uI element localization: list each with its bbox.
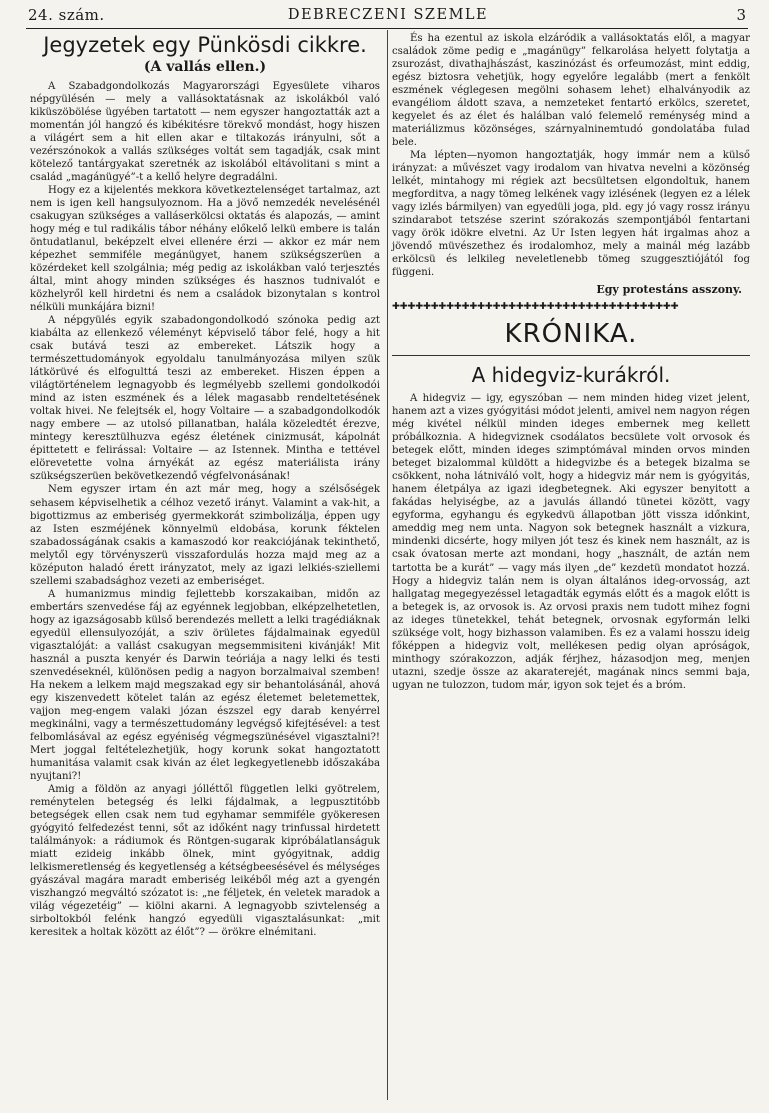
- article-paragraph: A humanizmus mindig fejlettebb korszakaiban, midőn az embertárs szenvedése fáj az egyénnek legjobban, elképzelhetetlen, hogy az igazságosabb külső berendezés mellett a lelki tragédiáknak egyedül ellensulyozóját, a sziv örületes fájdalmainak egyedül vigasztalóját: a vallást csakugyan megsemmisiteni kivánják! Mit használ a puszta kenyér és Darwin teóriája a nagy lelki és testi szenvedéseknél, különösen pedig a nagyon borzalmaival szemben! Ha nekem a lelkem majd megszakad egy sir behantolásánál, ahová egy kiszenvedett kötelet talán az egész életemet beletemettek, vajjon meg-engem valaki józan észszel egy darab kenyérrel megkinálni, vagy a természettudomány legvégső kifejtésével: a test felbomlásával az egész egyéniség végmegszünésével vigasztalni?! Mert joggal feltételezhetjük, hogy korunk sokat hangoztatott humanitása valamit csak kiván az élet legkegyetlenebb időszakába nyujtani?!: [30, 588, 380, 782]
- article-paragraph: Ma lépten—nyomon hangoztatják, hogy immár nem a külső irányzat: a művészet vagy irodalom van hivatva nevelni a közönség lelkét, mintahogy mi régiek azt becsültetsen elgondoltuk, hanem megforditva, a nagy tömeg lelkének vagy izlésének (legyen ez a lélek vagy izlés bármilyen) van egyedüli joga, pld. egy jó vagy rossz irányu szindarabot tetszése szerint szórakozás szempontjából fentartani vagy örök idökre elvetni. Az Ur Isten legyen hát irgalmas ahoz a jövendő müvészethez és irodalomhoz, mely a mainál még lazább erkölcsü és lelkileg neveletlenebb tömeg szuggesztiójától fog függeni.: [392, 150, 750, 279]
- article-paragraph: És ha ezentul az iskola elzáródik a vallásoktatás elől, a magyar családok zöme pedig e „magánügy” felkarolása helyett folytatja a zsurozást, divathajhászást, kaszinózást és orfeumozást, mint eddig, egész biztosra vehetjük, hogy egyelőre legalább (mert a fenkölt eszmének véglegesen megölni sohasem lehet) elhalványodik az evangéliom áldott szava, a nemzeteket fentartó erkölcs, szeretet, kegyelet és az élet és halálban való felemelő reménység mind a materiálizmus közönséges, szárnyalninemtudó gondolatába fulad bele.: [392, 33, 750, 149]
- article-subtitle: (A vallás ellen.): [143, 59, 267, 75]
- article-signature: Egy protestáns asszony.: [596, 283, 742, 297]
- cross-ornament: ✚✚✚✚✚✚✚✚✚✚✚✚✚✚✚✚✚✚✚✚✚✚✚✚✚✚✚✚✚✚✚✚✚✚✚✚✚: [392, 301, 679, 313]
- page-number: 3: [736, 6, 746, 24]
- article-title: Jegyzetek egy Pünkösdi cikkre.: [43, 33, 367, 57]
- article-paragraph: Hogy ez a kijelentés mekkora következtelenséget tartalmaz, azt nem is igen kell hangsulyoznom. Ha a jövő nemzedék nevelésénél csakugyan szükséges a valláserkölcsi oktatás és alapozás, — amint hogy még e tul radikális tábor néhány előkelő lelkü embere is talán öntudatlanul, beképzelt elvei ellenére érzi — akkor ez már nem képezhet semmiféle megánügyet, hanem szükségszerüen a közérdeket kell szolgálnia; még pedig az iskolákban való terjesztés által, mint ahogy minden szükséges és hasznos tudnivalót e közhelyről kell hirdetni és nem a családok bizonytalan s kontrol nélküli munkájára bizni!: [30, 185, 380, 314]
- article-paragraph: A népgyülés egyik szabadongondolkodó szónoka pedig azt kiabálta az ellenkező véleményt képviselő tábor felé, hogy a hit csak butává teszi az embereket. Látszik hogy a természettudományok egyoldalu tanulmányozása milyen szük látkörüvé és elfogulttá teszi az embereket. Hiszen éppen a világtörténelem legnagyobb és legmélyebb szellemi gondolkodói mind az isten eszmének és a lélek magasabb rendeltetésének voltak hivei. Ne felejtsék el, hogy Voltaire — a szabadgondolkodók nagy embere — az utolsó pillanatban, halála közeledtét érezve, mintegy keresztülhuzva egész életének cinizmusát, kápolnát épittetett e felirással: Voltaire — az Istennek. Mintha e tettével elörevetette volna árnyékát az egész materiálista irány szükségszerüen bekövetkezendő végfelvonásának!: [30, 315, 380, 483]
- article-paragraph: Nem egyszer irtam én azt már meg, hogy a szélsőségek sehasem képviselhetik a célhoz vezető irányt. Valamint a vak-hit, a bigottizmus az emberiség gyermekkorát szimbolizálja, éppen ugy az Isten eszméjének könnyelmü eldobása, korunk féktelen szabadosságának csakis a kamaszodó kor reakciójának tekinthető, melytől egy törvényszerü visszafordulás hozza majd meg az a középuton haladó érett irányzatot, mely az igazi lelkiés-sziellemi szellemi szabadsághoz vezeti az emberiséget.: [30, 484, 380, 587]
- left-column: [30, 32, 380, 939]
- column-divider: [387, 30, 388, 1100]
- chronicle-paragraph: A hidegviz — igy, egyszóban — nem minden hideg vizet jelent, hanem azt a vizes gyógyitási módot jelenti, amivel nem nagyon régen még kivétel nélkül minden ideges embernek meg kellett próbálkoznia. A hidegviznek csodálatos becsülete volt orvosok és betegek előtt, minden ideges szimptómával minden orvos minden beteget bizalommal küldött a hidegvizbe és a betegek bizalma se csökkent, noha látniváló volt, hogy a hidegviz már nem is gyógyitás, hanem életpálya az igazi idegbetegnek. Aki egyszer benyitott a fakádas helyiségbe, az a javulás állandó tünetei között, vagy egyforma, egyhangu és egykedvü állapotban jött vissza időnkint, ameddig meg nem unta. Nagyon sok betegnek használt a vizkura, mindenki dicsérte, hogy milyen jót tesz és kinek nem használt, az is csak óvatosan merte azt mondani, hogy „használt, de aztán nem tartotta be a kurát” — vagy más ilyen „de” kezdetü mondatot hozzá. Hogy a hidegviz talán nem is olyan általános ideg-orvosság, azt hallgatag megegyezéssel letagadták egymás előtt és a magok előtt is a betegek is, az orvosok is. Az orvosi praxis nem tudott mihez fogni az ideges tünetekkel, tehát betegnek, orvosnak egyformán lelki szüksége volt, hogy bizhasson valamiben. És ez a valami hosszu ideig főképpen a hidegviz volt, mellékesen pedig olyan apróságok, minthogy szórakozzon, adják férjhez, házasodjon meg, menjen utazni, szedje össze az akaraterejét, magának nincs semmi baja, ugyan ne tulozzon, tudom már, igyon sok tejet és a bróm.: [392, 393, 750, 691]
- page-header: [28, 6, 748, 28]
- journal-title: DEBRECZENI SZEMLE: [287, 7, 489, 23]
- chronicle-title: A hidegviz-kurákról.: [471, 363, 671, 388]
- issue-number: 24. szám.: [28, 6, 105, 24]
- article-paragraph: A Szabadgondolkozás Magyarországi Egyesülete viharos népgyülésén — mely a vallásoktatásnak az iskolákból való kiküszöbölése ügyében tartatott — nem egyszer hangoztatták azt a momentán jól hangzó és kibékitésre törekvő mondást, hogy hiszen a világért sem a hit ellen akar e tiltakozás irányulni, sőt a vezérszónokok a vallás szükséges voltát sem tagadják, csak mint kötelező tantárgyakat szeretnék az iskolából eltávolitani s mint a család „magánügyé”-t a kellő helyre degradálni.: [30, 81, 380, 184]
- right-column: [392, 32, 750, 692]
- header-rule: [26, 28, 748, 29]
- section-title: KRÓNIKA.: [504, 319, 638, 350]
- article-paragraph: Amig a földön az anyagi jólléttől független lelki gyötrelem, reménytelen betegség és lelki fájdalmak, a legpusztitóbb betegségek ellen csak nem tud egyhamar semmiféle gyökeresen gyógyitó felfedezést tenni, sőt az időként nagy trinfussal hirdetett találmányok: a rádiumok és Röntgen-sugarak kipróbálatlanságuk miatt ezideig inkább ölnek, mint gyógyitnak, addig lelkismeretlenség és kegyetlenség a kétségbeesésével és mélységes gyászával magára maradt emberiség leikéből még azt a gyengén viszhangzó megváltó szózatot is: „ne féljetek, én veletek maradok a világ végezetéig” — kiölni akarni. A legnagyobb szivtelenség a sirboltokból felénk hangzó egyedüli vigasztalásunkat: „mit keresitek a holtak között az élőt”? — örökre elnémitani.: [30, 783, 380, 939]
- section-rule: [392, 355, 750, 356]
